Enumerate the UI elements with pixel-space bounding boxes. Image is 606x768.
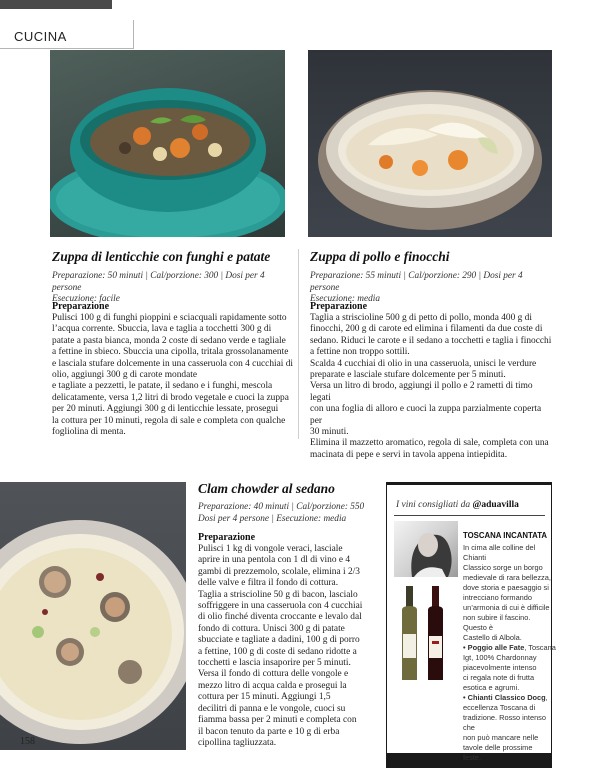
body-line: patate a pasta bianca, monda 2 coste di sedano verde e tagliale (52, 335, 286, 346)
body-line: cipollina tagliuzzata. (198, 737, 277, 748)
wine-desc-line: ci regala note di frutta (463, 673, 535, 682)
wine-box-heading (396, 500, 519, 510)
body-line: di olio finché diventa croccante e levalo dal (198, 612, 362, 623)
body-line: 30 minuti. (310, 427, 349, 438)
body-line: Versa un litro di brodo, aggiungi il pollo e 2 rametti di timo legati (310, 381, 533, 403)
wine-intro (463, 543, 556, 763)
body-line: fogliolina di menta. (52, 427, 126, 438)
wine-bottles-photo (394, 586, 458, 682)
body-line: aprire in una pentola con 1 dl di vino e 4 (198, 555, 351, 566)
wine-item (463, 643, 556, 653)
body-line: la cottura per 10 minuti, regola di sale e completa con qualche (52, 415, 286, 426)
wine-desc-line: , (545, 693, 548, 702)
recipe-meta-line: Preparazione: 50 minuti | Cal/porzione: 300 | Dosi per 4 persone (52, 271, 265, 293)
body-line: mezzo litro di acqua calda e prosegui la (198, 680, 347, 691)
wine-intro-line: Classico sorge un borgo (463, 563, 543, 572)
recipe-body (310, 313, 554, 461)
body-line: finocchi, 200 g di carote ed elimina i filamenti da due coste di (310, 324, 543, 335)
recipe-meta-line: Preparazione: 55 minuti | Cal/porzione: 290 | Dosi per 4 persone (310, 271, 523, 293)
body-line: con una foglia di alloro e cuoci la zuppa parzialmente coperta per (310, 404, 542, 426)
wine-intro-line: dove storia e paesaggio si (463, 583, 549, 592)
lentil-soup-photo (50, 50, 285, 237)
body-line: gambi di prezzemolo, scolale, elimina i 2/3 (198, 566, 360, 577)
author-handle: @aduavilla (472, 500, 519, 510)
body-line: a fettine in sbiecо. Sbuccia una cipolla, tritala grossolanamente (52, 347, 289, 358)
column-divider (298, 249, 299, 439)
wine-intro-line: non subire il fascino. Questo è (463, 613, 531, 632)
wine-intro-line: medievale di rara bellezza, (463, 573, 551, 582)
wine-desc-line: non può mancare nelle (463, 733, 539, 742)
body-line: Pulisci 100 g di funghi pioppini e sciacquali rapidamente sotto (52, 313, 287, 323)
recipe-meta-line: Esecuzione: media (310, 294, 380, 304)
body-line: e lasciala stufare dolcemente in una casseruola con 4 cucchiai di (52, 358, 294, 369)
body-line: olio, aggiungi 300 g di carote mondate (52, 370, 198, 381)
header-bar (0, 0, 112, 9)
wine-intro-line: In cima alle colline del Chianti (463, 543, 536, 562)
wine-desc-line: Igt, 100% Chardonnay (463, 653, 537, 662)
prep-heading: Preparazione (310, 301, 368, 312)
recipe-body (52, 313, 302, 438)
wine-intro-line: Castello di Albola. (463, 633, 522, 642)
body-line: a fettine, 100 g di coste di sedano ridotte a (198, 646, 357, 657)
page-number: 158 (20, 736, 35, 747)
body-line: soffriggere in una casseruola con 4 cucchiai (198, 601, 363, 612)
body-line: Pulisci 1 kg di vongole veraci, lasciale (198, 544, 343, 554)
recipe-title: Zuppa di lenticchie con funghi e patate (52, 249, 271, 264)
wine-desc-line: tradizione. Rosso intenso che (463, 713, 546, 732)
body-line: decilitri di panna e le vongole, cuoci su (198, 703, 346, 714)
wine-intro-line: un’armonia di cui è difficile (463, 603, 550, 612)
body-line: cottura per 15 minuti. Aggiungi 1,5 (198, 692, 331, 703)
section-title: CUCINA (14, 29, 67, 44)
wine-desc-line: eccellenza Toscana di (463, 703, 536, 712)
clam-chowder-photo (0, 482, 186, 750)
prep-heading: Preparazione (198, 532, 256, 543)
wine-intro-line: intrecciano formando (463, 593, 533, 602)
recipe-meta (198, 502, 378, 525)
body-line: sedano. Riduci le carote e il sedano a tocchetti e taglia i finocchi (310, 335, 552, 346)
wine-desc-line: esotica e agrumi. (463, 683, 520, 692)
body-line: preparate e lasciale stufare dolcemente per 5 minuti. (310, 370, 506, 381)
wine-box-title: TOSCANA INCANTATA (463, 531, 548, 540)
wine-desc-line: tavole delle prossime feste. (463, 743, 533, 762)
body-line: Versa il fondo di cottura delle vongole e (198, 669, 349, 680)
author-photo (394, 521, 458, 577)
body-line: Elimina il mazzetto aromatico, regola di sale, completa con una (310, 438, 549, 449)
body-line: macinata di pepe e servi in tavola appena intiepidita. (310, 449, 508, 460)
body-line: fiamma bassa per 2 minuti e completa con (198, 715, 357, 726)
body-line: delicatamente, versa 1,2 litri di brodo vegetale e cuoci la zuppa (52, 392, 289, 403)
wine-desc-line: , Toscana (524, 643, 556, 652)
recipe-title: Clam chowder al sedano (198, 481, 335, 496)
body-line: sbucciate e tagliate a dadini, 100 g di porro (198, 635, 360, 646)
wine-desc-line: piacevolmente intenso (463, 663, 537, 672)
body-line: Taglia a striscioline 50 g di bacon, lascialo (198, 589, 358, 600)
wine-name: • Chianti Classico Docg (463, 693, 546, 702)
body-line: tocchetti e lascia insaporire per 5 minuti. (198, 658, 351, 669)
body-line: e tagliate a pezzetti, le patate, il sedano e i funghi, mescola (52, 381, 273, 392)
recipe-meta-line: Esecuzione: facile (52, 294, 120, 304)
body-line: Scalda 4 cucchiai di olio in una casseruola, unisci le verdure (310, 358, 537, 369)
wine-box-rule (394, 515, 545, 516)
prep-heading: Preparazione (52, 301, 110, 312)
body-line: per 20 minuti. Aggiungi 300 g di lenticchie lessate, prosegui (52, 404, 279, 415)
body-line: il bacon tenuto da parte e 10 g di erba (198, 726, 340, 737)
recipe-meta-line: Dosi per 4 persone | Esecuzione: media (198, 513, 347, 524)
body-line: a fettine non troppo sottili. (310, 347, 410, 358)
body-line: delle valve e filtra il fondo di cottura. (198, 578, 339, 589)
chicken-soup-photo (308, 50, 552, 237)
recipe-title: Zuppa di pollo e finocchi (310, 249, 450, 264)
body-line: Taglia a striscioline 500 g di petto di pollo, monda 400 g di (310, 313, 532, 323)
body-line: l’acqua corrente. Sbuccia, lava e taglia a tocchetti 300 g di (52, 324, 272, 335)
wine-item (463, 693, 551, 703)
wine-name: • Poggio alle Fate (463, 643, 525, 652)
recipe-meta-line: Preparazione: 40 minuti | Cal/porzione: 550 (198, 502, 365, 512)
wine-heading-prefix: I vini consigliati da (396, 500, 471, 510)
body-line: fondo di cottura. Unisci 300 g di patate (198, 623, 345, 634)
recipe-body (198, 544, 380, 749)
